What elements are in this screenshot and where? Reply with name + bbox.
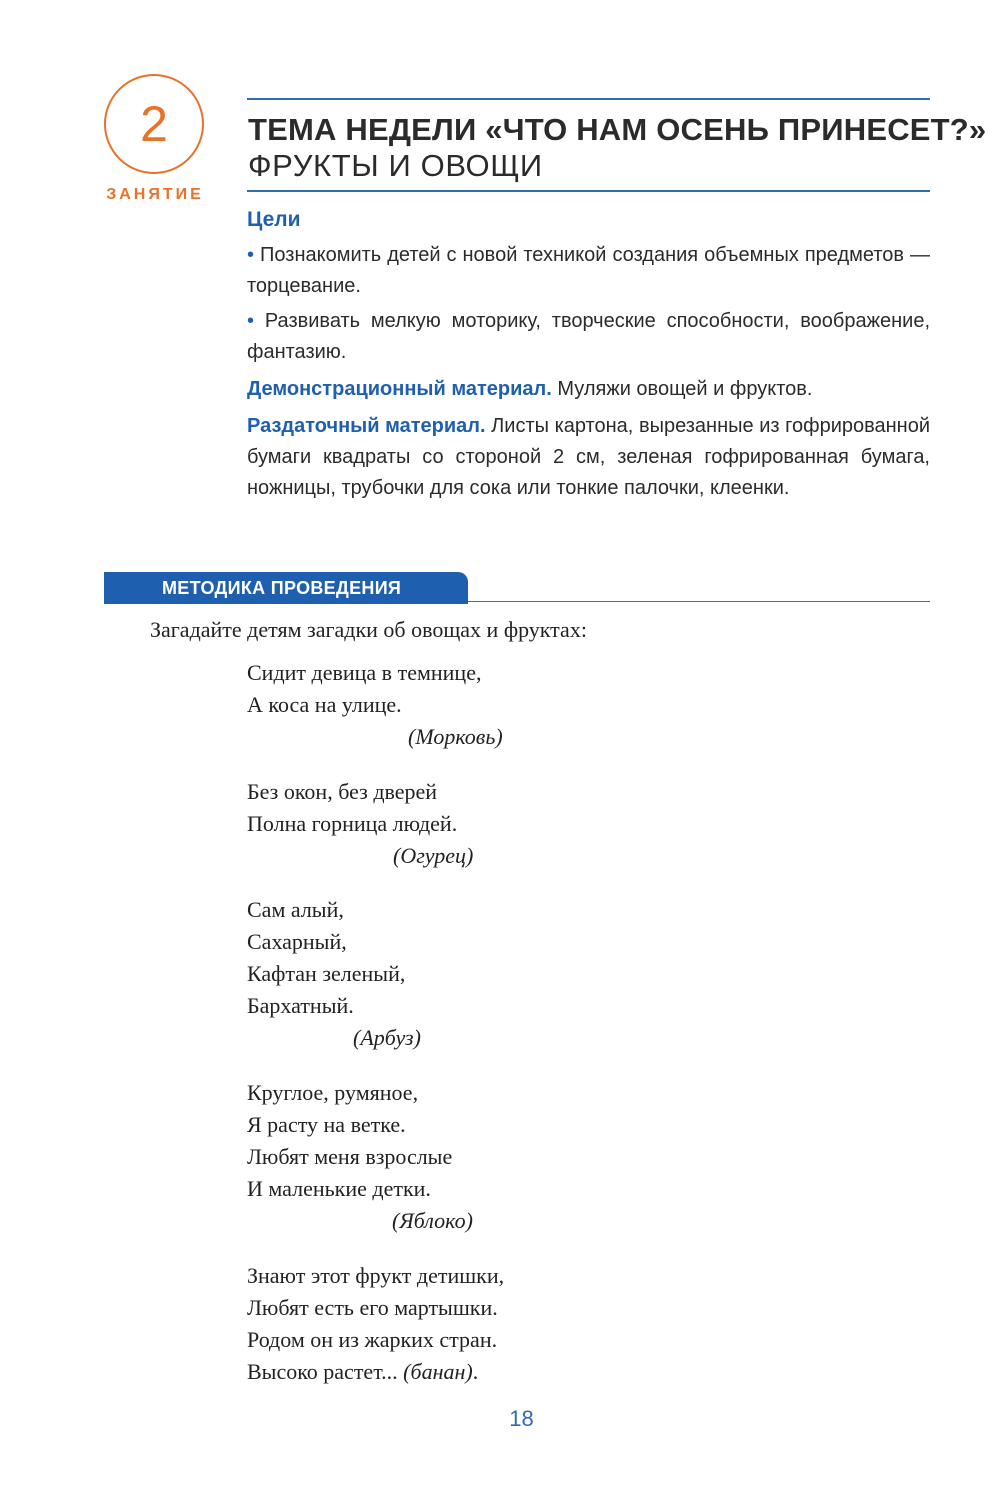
demo-material-label: Демонстрационный материал.	[247, 378, 552, 400]
riddle-line: Сахарный,	[247, 929, 347, 954]
riddle-line-final-text: Высоко растет...	[247, 1359, 398, 1384]
handout-material-text: Листы картона, вырезанные из гофрированной бумаги квадраты со стороной 2 см, зеленая гофрированная бумага, ножницы, трубочки для сока или тонкие палочки, клеенки.	[247, 415, 931, 499]
riddle	[247, 894, 421, 1054]
lesson-number: 2	[140, 96, 168, 152]
riddle-line: Бархатный.	[247, 993, 354, 1018]
title-line-1: ТЕМА НЕДЕЛИ «ЧТО НАМ ОСЕНЬ ПРИНЕСЕТ?»	[248, 112, 987, 147]
bullet-icon: •	[247, 310, 255, 332]
riddle-line: Родом он из жарких стран.	[247, 1327, 498, 1352]
riddle-line-final-end: .	[472, 1359, 479, 1384]
riddle-line: А коса на улице.	[247, 692, 402, 717]
goal-item	[247, 240, 930, 302]
riddle-line: Любят есть его мартышки.	[247, 1295, 498, 1320]
riddle-line: И маленькие детки.	[247, 1176, 431, 1201]
method-rule	[468, 601, 930, 602]
riddle-line: Полна горница людей.	[247, 811, 458, 836]
page-number: 18	[509, 1406, 534, 1431]
riddle-line: Кафтан зеленый,	[247, 961, 406, 986]
riddle-line: Круглое, румяное,	[247, 1080, 419, 1105]
goal-item-text: Познакомить детей с новой техникой создания объемных предметов — торцевание.	[247, 244, 930, 297]
title-line-2: ФРУКТЫ И ОВОЩИ	[248, 148, 543, 183]
riddle-answer: (Огурец)	[393, 843, 474, 868]
goals-section	[247, 208, 930, 508]
method-intro: Загадайте детям загадки об овощах и фруктах:	[150, 617, 587, 642]
bullet-icon: •	[247, 244, 255, 266]
riddle	[247, 776, 473, 872]
goals-heading: Цели	[247, 208, 301, 231]
riddle-answer: (Яблоко)	[392, 1208, 473, 1233]
handout-material	[247, 411, 930, 504]
riddle-line: Сам алый,	[247, 897, 344, 922]
demo-material	[247, 374, 930, 405]
riddle	[247, 657, 503, 753]
riddle-line: Знают этот фрукт детишки,	[247, 1263, 505, 1288]
lesson-number-badge	[104, 74, 204, 174]
title-rule-bottom	[247, 190, 930, 192]
riddle-line: Я расту на ветке.	[247, 1112, 406, 1137]
demo-material-text: Муляжи овощей и фруктов.	[557, 378, 813, 400]
riddle-line: Сидит девица в темнице,	[247, 660, 482, 685]
riddle-answer: (Морковь)	[408, 724, 503, 749]
riddle-line-final	[247, 1356, 504, 1388]
handout-material-label: Раздаточный материал.	[247, 415, 486, 437]
lesson-label: ЗАНЯТИЕ	[106, 186, 204, 203]
method-heading: МЕТОДИКА ПРОВЕДЕНИЯ	[104, 572, 468, 604]
title-rule-top	[247, 98, 930, 100]
riddle-answer: (Арбуз)	[353, 1025, 421, 1050]
riddle-line: Любят меня взрослые	[247, 1144, 453, 1169]
riddle	[247, 1077, 473, 1237]
goal-item	[247, 306, 930, 368]
riddle	[247, 1260, 504, 1388]
riddle-line: Без окон, без дверей	[247, 779, 438, 804]
riddle-answer: (банан)	[403, 1359, 473, 1384]
goal-item-text: Развивать мелкую моторику, творческие способности, воображение, фантазию.	[247, 310, 931, 363]
